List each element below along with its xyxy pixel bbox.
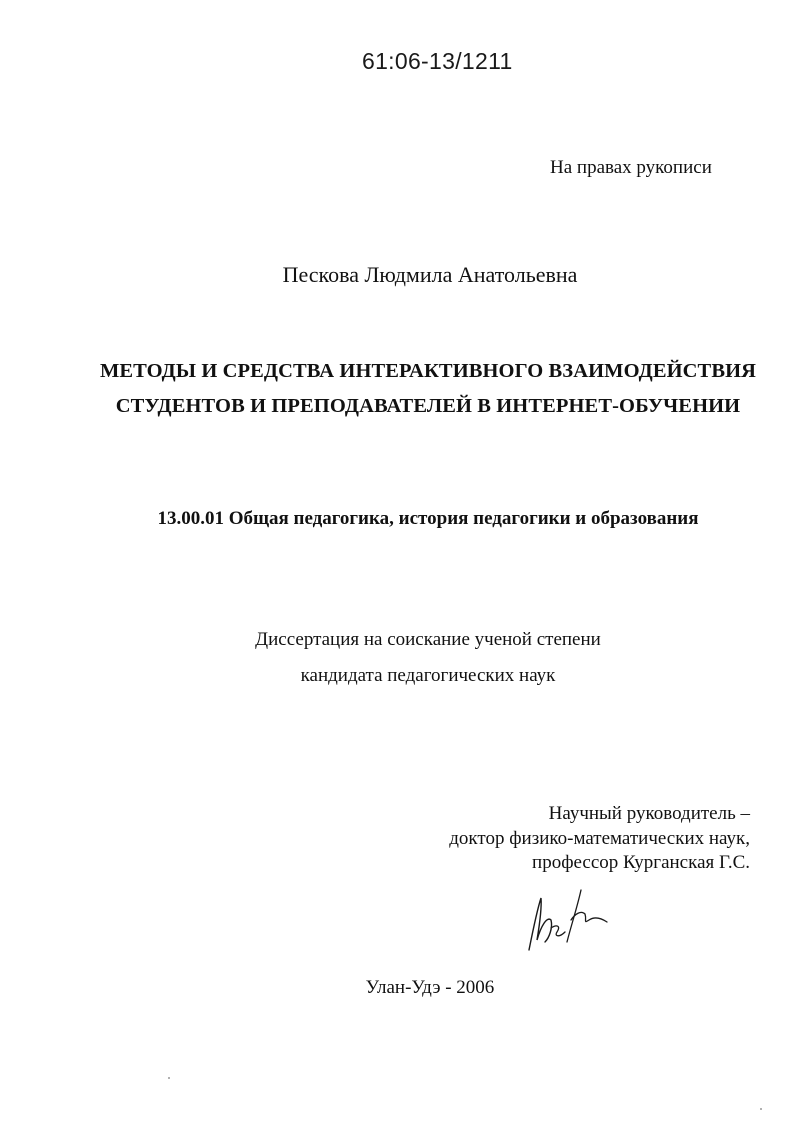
degree-line-2: кандидата педагогических наук [300, 665, 556, 686]
catalog-code: 61:06-13/1211 [362, 48, 513, 74]
scientific-advisor [449, 802, 750, 876]
scan-speck [760, 1108, 762, 1110]
title-line-1: МЕТОДЫ И СРЕДСТВА ИНТЕРАКТИВНОГО ВЗАИМОДЕЙСТВИЯ [99, 360, 757, 382]
dissertation-title [0, 354, 798, 424]
handwritten-signature [515, 880, 615, 960]
advisor-line-1: Научный руководитель – [548, 803, 750, 824]
degree-statement [0, 622, 798, 694]
city-and-year: Улан-Удэ - 2006 [365, 977, 495, 998]
title-line-2: СТУДЕНТОВ И ПРЕПОДАВАТЕЛЕЙ В ИНТЕРНЕТ-ОБУЧЕНИИ [115, 395, 741, 417]
scan-speck [168, 1077, 170, 1079]
advisor-line-3: профессор Курганская Г.С. [532, 852, 750, 873]
degree-line-1: Диссертация на соискание ученой степени [255, 629, 601, 650]
author-name: Пескова Людмила Анатольевна [282, 262, 578, 287]
advisor-line-2: доктор физико-математических наук, [449, 827, 750, 849]
rights-note: На правах рукописи [550, 157, 712, 178]
specialty-code: 13.00.01 Общая педагогика, история педагогики и образования [157, 508, 699, 529]
